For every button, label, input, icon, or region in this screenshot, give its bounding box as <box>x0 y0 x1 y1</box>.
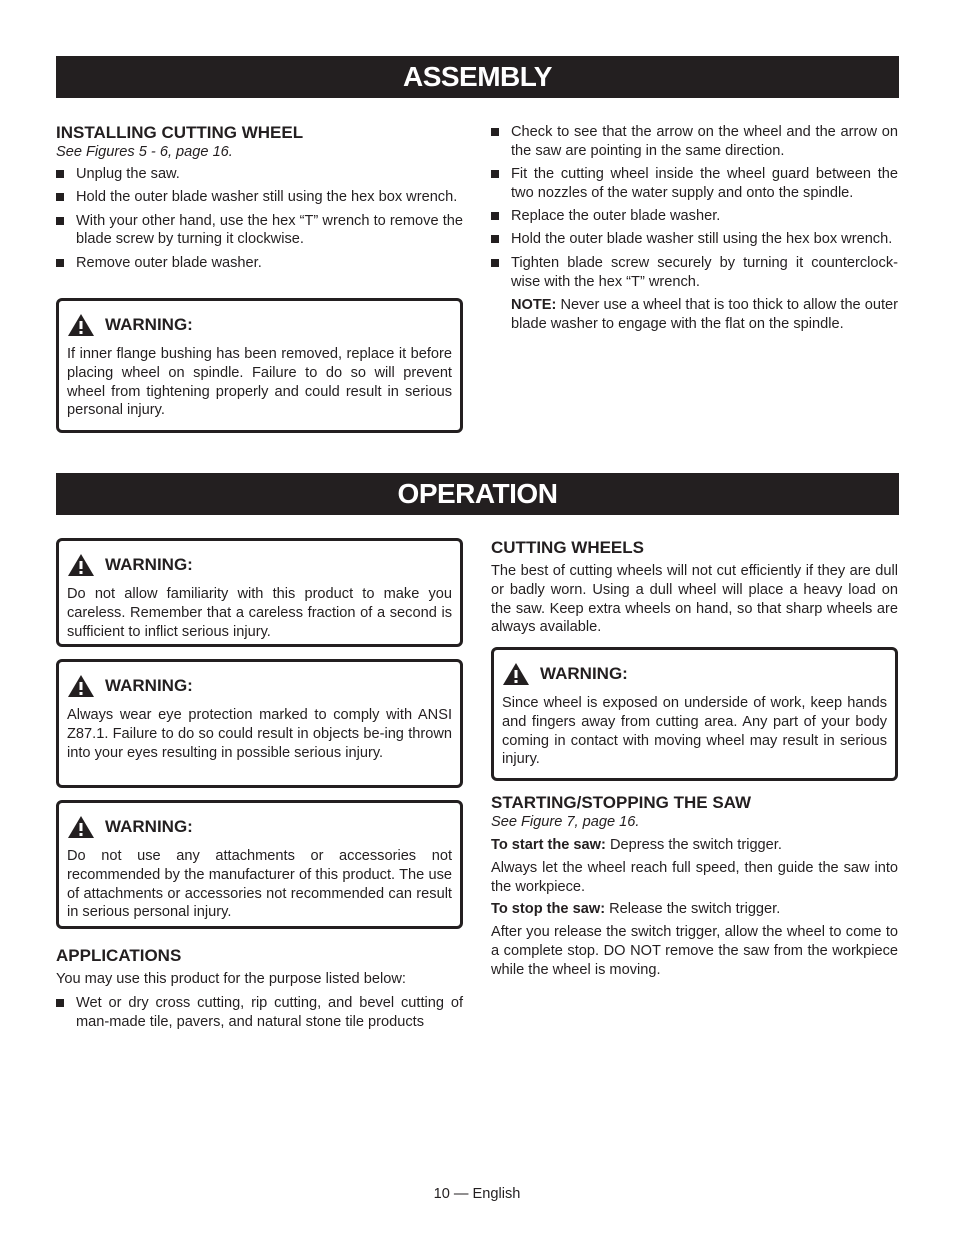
warning-text: Since wheel is exposed on underside of work, keep hands and fingers away from cutting area. Any part of your body coming in contact with moving wheel may result in serious injury. <box>502 695 887 768</box>
list-item: With your other hand, use the hex “T” wrench to remove the blade screw by turning it clockwise. <box>56 212 463 250</box>
applications-section <box>56 946 463 1036</box>
bullet-square-icon <box>56 999 64 1007</box>
stop-text: Release the switch trigger. <box>605 901 781 918</box>
warning-title: WARNING: <box>105 817 193 836</box>
bullet-square-icon <box>491 235 499 243</box>
warning-text: If inner flange bushing has been removed, replace it before placing wheel on spindle. Failure to do so will prevent wheel from tightening properly and could result in serious personal injury. <box>67 346 452 419</box>
list-item: Tighten blade screw securely by turning it counterclock-wise with the hex “T” wrench. <box>491 254 898 292</box>
start-instruction <box>491 836 898 855</box>
full-speed-text: Always let the wheel reach full speed, then guide the saw into the workpiece. <box>491 859 898 895</box>
assembly-right-section <box>491 123 898 333</box>
list-item: Replace the outer blade washer. <box>491 207 898 226</box>
assembly-banner: ASSEMBLY <box>56 56 899 98</box>
page-footer: 10 — English <box>433 1186 521 1202</box>
bullet-square-icon <box>491 259 499 267</box>
list-item: Hold the outer blade washer still using the hex box wrench. <box>491 230 898 249</box>
list-item: Fit the cutting wheel inside the wheel guard between the two nozzles of the water supply and onto the spindle. <box>491 165 898 203</box>
warning-text: Always wear eye protection marked to comply with ANSI Z87.1. Failure to do so could result in objects be-ing thrown into your eyes resulting in possible serious injury. <box>67 707 452 761</box>
applications-intro: You may use this product for the purpose listed below: <box>56 971 406 987</box>
installing-ref: See Figures 5 - 6, page 16. <box>56 144 233 160</box>
warning-box-familiarity <box>56 538 463 647</box>
list-item: Unplug the saw. <box>56 165 463 184</box>
warning-title: WARNING: <box>105 676 193 695</box>
installing-heading: INSTALLING CUTTING WHEEL <box>56 123 304 142</box>
operation-banner: OPERATION <box>56 473 899 515</box>
warning-triangle-icon <box>67 815 95 839</box>
warning-title: WARNING: <box>105 315 193 334</box>
after-release-text: After you release the switch trigger, allow the wheel to come to a complete stop. DO NOT remove the saw from the workpiece while the wheel is moving. <box>491 924 898 978</box>
bullet-square-icon <box>491 128 499 136</box>
list-item: Wet or dry cross cutting, rip cutting, and bevel cutting of man-made tile, pavers, and natural stone tile products <box>56 994 463 1032</box>
bullet-square-icon <box>56 193 64 201</box>
list-item: Hold the outer blade washer still using the hex box wrench. <box>56 188 463 207</box>
bullet-square-icon <box>491 212 499 220</box>
starting-heading: STARTING/STOPPING THE SAW <box>491 793 752 812</box>
applications-heading: APPLICATIONS <box>56 946 182 965</box>
cutting-wheels-heading: CUTTING WHEELS <box>491 538 644 557</box>
warning-text: Do not allow familiarity with this product to make you careless. Remember that a careless fraction of a second is sufficient to inflict serious injury. <box>67 586 452 640</box>
note-paragraph <box>491 296 898 334</box>
warning-text: Do not use any attachments or accessories not recommended by the manufacturer of this product. The use of attachments or accessories not recommended can result in serious personal injury. <box>67 848 452 921</box>
stop-instruction <box>491 900 898 919</box>
note-text: Never use a wheel that is too thick to allow the outer blade washer to engage with the flat on the spindle. <box>511 296 898 332</box>
installing-section <box>56 123 463 277</box>
installing-bullets <box>56 165 463 272</box>
warning-box-attachments <box>56 800 463 929</box>
warning-box-flange <box>56 298 463 433</box>
bullet-square-icon <box>56 259 64 267</box>
start-text: Depress the switch trigger. <box>605 837 782 853</box>
warning-box-wheel-exposed <box>491 647 898 781</box>
warning-triangle-icon <box>67 313 95 337</box>
warning-title: WARNING: <box>540 664 628 683</box>
warning-triangle-icon <box>67 674 95 698</box>
warning-triangle-icon <box>67 553 95 577</box>
cutting-wheels-section <box>491 538 898 637</box>
list-item: Check to see that the arrow on the wheel and the arrow on the saw are pointing in the same direction. <box>491 123 898 161</box>
starting-ref: See Figure 7, page 16. <box>491 814 640 830</box>
cutting-wheels-text: The best of cutting wheels will not cut efficiently if they are dull or badly worn. Using a dull wheel will place a heavy load on the saw. Keep extra wheels on hand, so that sharp wheels are always available. <box>491 563 898 636</box>
assembly-right-bullets <box>491 123 898 291</box>
applications-bullets <box>56 994 463 1032</box>
bullet-square-icon <box>56 170 64 178</box>
starting-stopping-section <box>491 793 898 980</box>
warning-triangle-icon <box>502 662 530 686</box>
stop-label: To stop the saw: <box>491 901 606 918</box>
bullet-square-icon <box>56 217 64 225</box>
note-label: NOTE: <box>511 296 557 313</box>
bullet-square-icon <box>491 170 499 178</box>
warning-box-eye-protection <box>56 659 463 788</box>
list-item: Remove outer blade washer. <box>56 254 463 273</box>
start-label: To start the saw: <box>491 837 606 853</box>
warning-title: WARNING: <box>105 555 193 574</box>
